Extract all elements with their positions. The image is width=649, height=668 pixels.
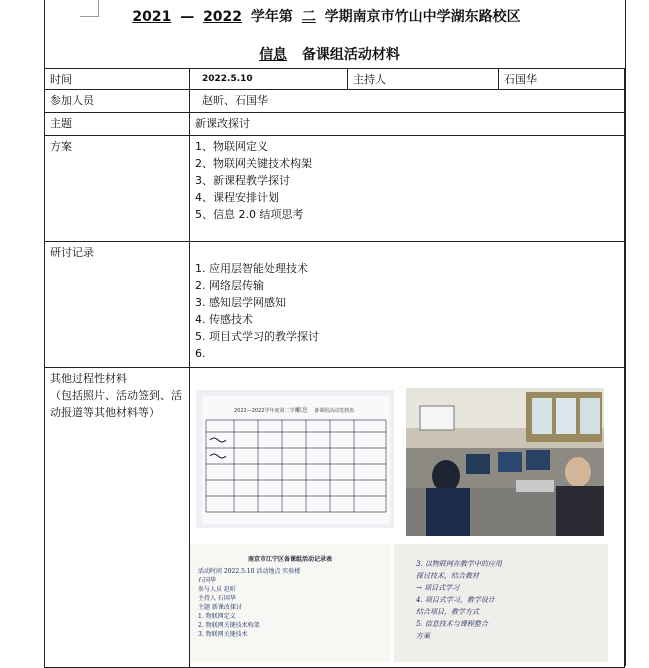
list-item: 2. 网络层传输 xyxy=(195,279,264,292)
signin-sheet-photo xyxy=(196,390,394,528)
photo3-line: 主持人 石国华 xyxy=(198,595,236,602)
list-item: 1. 应用层智能处理技术 xyxy=(195,262,308,275)
list-item: 4. 传感技术 xyxy=(195,313,253,326)
photo3-line: 主题 新课改探讨 xyxy=(198,604,242,611)
photo4-line: 结合项目，教学方式 xyxy=(416,608,479,616)
photo1-subject: 信息 xyxy=(296,407,309,414)
photo3-line: 2. 物联网关键技术构架 xyxy=(198,622,260,629)
signin-sheet-icon xyxy=(196,390,394,528)
photo4-line: 探讨技术，结合教材 xyxy=(416,572,479,580)
record-label: 研讨记录 xyxy=(45,242,190,368)
record-sheet-photo xyxy=(190,544,390,662)
school-name: 学期南京市竹山中学湖东路校区 xyxy=(324,9,521,25)
list-item: 1、物联网定义 xyxy=(195,140,268,153)
classroom-photo xyxy=(406,388,604,536)
classroom-icon xyxy=(406,388,604,536)
doc-title: 备课组活动材料 xyxy=(301,47,400,63)
list-item: 5、信息 2.0 结项思考 xyxy=(195,208,304,221)
plan-list xyxy=(195,138,619,223)
host-label: 主持人 xyxy=(348,69,499,90)
photo4-line: 3. 以物联网在教学中的应用 xyxy=(416,560,502,568)
host-value: 石国华 xyxy=(499,69,625,90)
topic-label: 主题 xyxy=(45,113,190,136)
other-label: 其他过程性材料 xyxy=(50,372,127,385)
participants-label: 参加人员 xyxy=(45,90,190,113)
photo3-line: 活动时间 2022.5.10 活动地点 实验楼 xyxy=(198,568,301,575)
list-item: 5. 项目式学习的教学探讨 xyxy=(195,330,319,343)
photo4-line: 方案 xyxy=(416,632,430,640)
subject: 信息 xyxy=(259,47,288,63)
photos-cell xyxy=(190,368,625,668)
participants-value: 赵昕、石国华 xyxy=(190,90,625,113)
photo4-line: → 项目式学习 xyxy=(416,584,460,592)
photo3-title: 南京市江宁区备课组活动记录表 xyxy=(247,556,332,563)
list-item: 4、课程安排计划 xyxy=(195,191,279,204)
record-list xyxy=(195,260,619,362)
plan-label: 方案 xyxy=(45,136,190,242)
record-cell xyxy=(190,242,625,368)
photo3-line: 1. 物联网定义 xyxy=(198,613,236,620)
time-value: 2022.5.10 xyxy=(190,69,348,90)
photo3-line: 3. 物联网关键技术 xyxy=(198,631,248,638)
time-label: 时间 xyxy=(45,69,190,90)
list-item: 3、新课程教学探讨 xyxy=(195,174,290,187)
list-item: 6. xyxy=(195,347,206,360)
doc-title-line xyxy=(0,44,649,64)
header-line xyxy=(0,6,649,26)
photo1-tail: 备课组活动签到表 xyxy=(314,408,355,414)
photo4-line: 4. 项目式学习，教学设计 xyxy=(416,596,495,604)
plan-cell xyxy=(190,136,625,242)
photo3-line: 石国华 xyxy=(198,577,217,584)
topic-value: 新课改探讨 xyxy=(190,113,625,136)
list-item: 3. 感知层学网感知 xyxy=(195,296,286,309)
term: 二 xyxy=(301,9,316,25)
year-end: 2022 xyxy=(203,9,243,25)
photo4-line: 5. 信息技术与课程整合 xyxy=(416,620,488,628)
year-dash: — xyxy=(180,9,195,25)
header-mid1: 学年第 xyxy=(250,9,293,25)
photo1-title: 2021—2022学年度第二学期 xyxy=(234,408,300,414)
photo4-text xyxy=(416,558,586,642)
photo3-text xyxy=(198,567,382,639)
activity-table xyxy=(44,68,625,668)
year-start: 2021 xyxy=(132,9,172,25)
photo3-line: 参与人员 赵昕 xyxy=(198,586,236,593)
list-item: 2、物联网关键技术构架 xyxy=(195,157,312,170)
other-label-cell xyxy=(45,368,190,668)
handwritten-notes-photo xyxy=(394,544,608,662)
other-note: （包括照片、活动签到、活动报道等其他材料等） xyxy=(50,389,182,419)
